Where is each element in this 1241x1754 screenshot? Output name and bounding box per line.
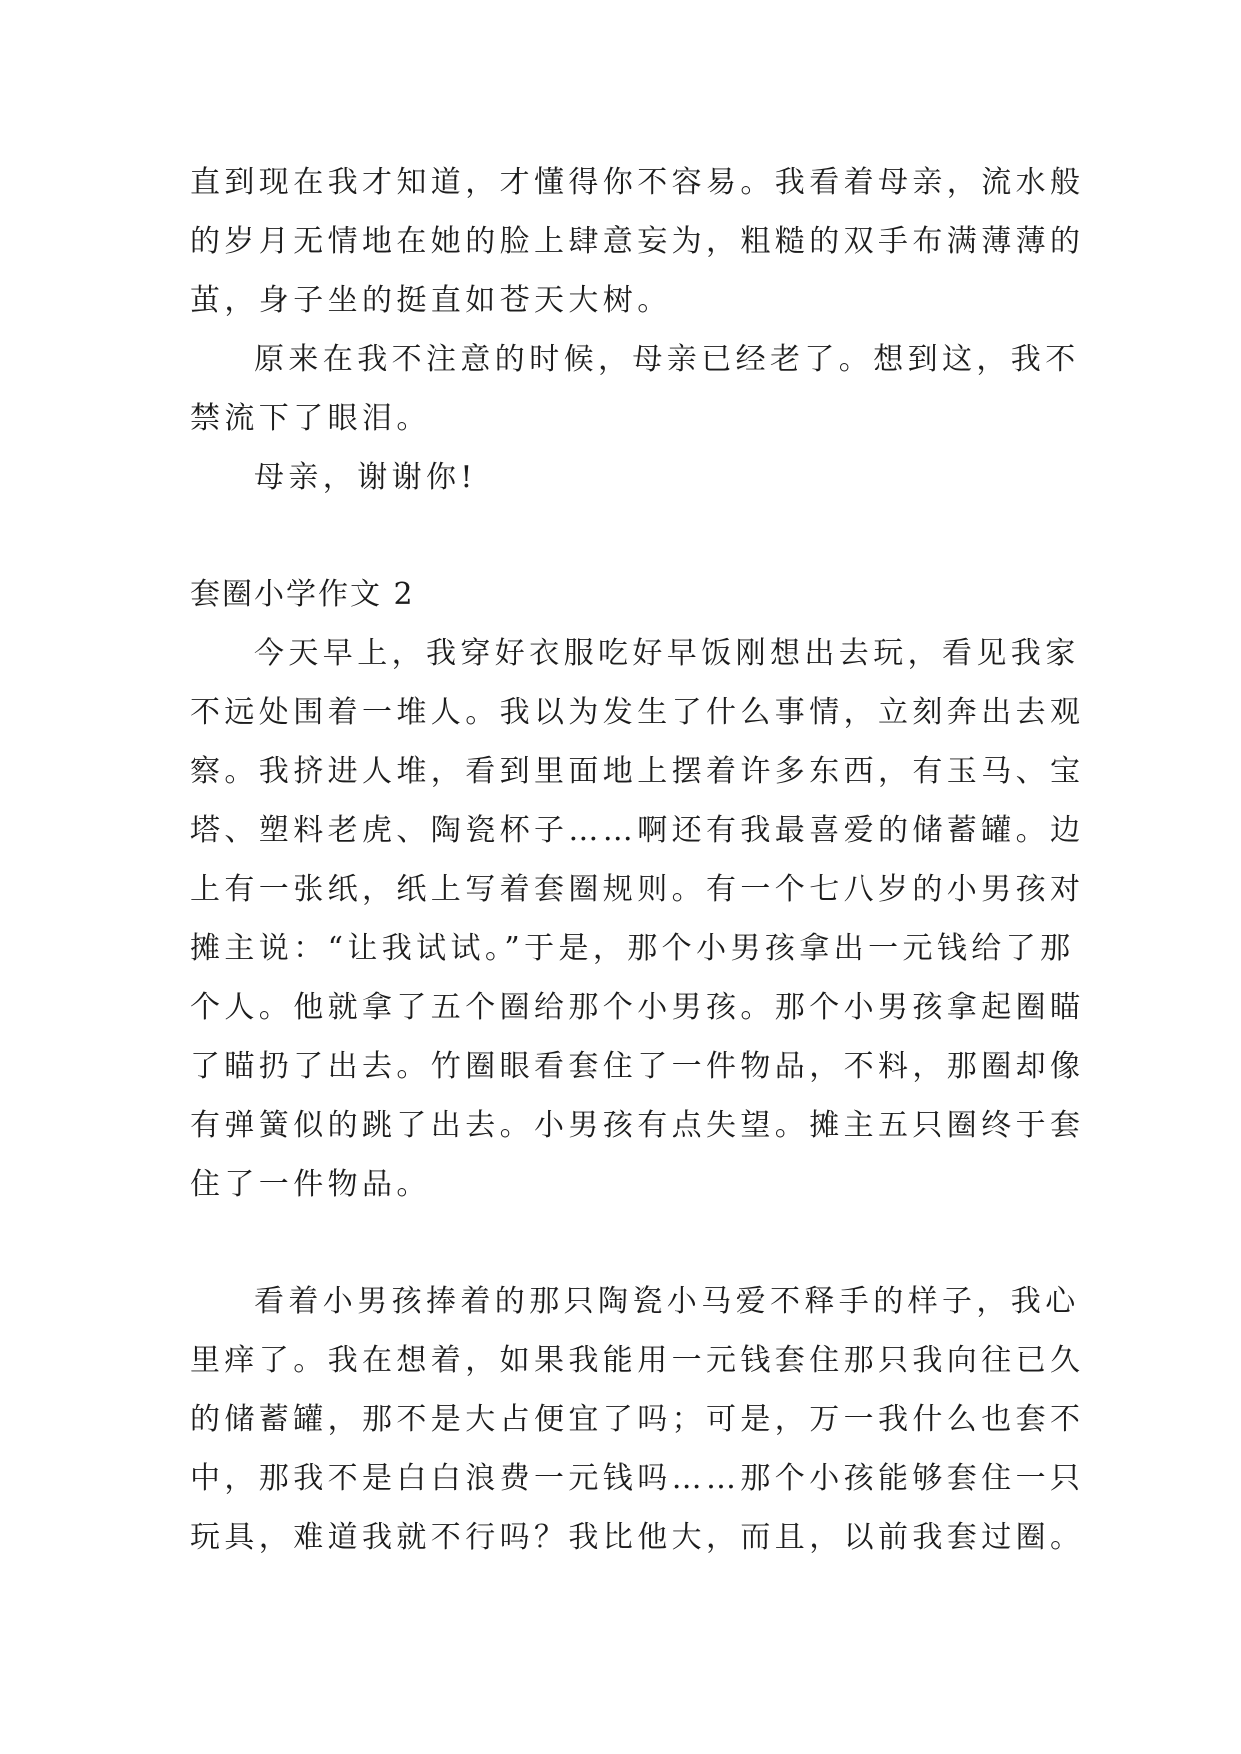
text-line: 了瞄扔了出去。竹圈眼看套住了一件物品，不料，那圈却像: [190, 1049, 1085, 1084]
text-line: 看着小男孩捧着的那只陶瓷小马爱不释手的样子，我心: [254, 1284, 1080, 1319]
section-title: 套圈小学作文 2: [190, 577, 415, 612]
text-line: 禁流下了眼泪。: [190, 401, 431, 436]
text-line: 上有一张纸，纸上写着套圈规则。有一个七八岁的小男孩对: [190, 872, 1085, 907]
text-line: 玩具，难道我就不行吗？我比他大，而且，以前我套过圈。: [190, 1520, 1085, 1555]
text-line: 的储蓄罐，那不是大占便宜了吗；可是，万一我什么也套不: [190, 1402, 1085, 1437]
text-line: 直到现在我才知道，才懂得你不容易。我看着母亲，流水般: [190, 165, 1085, 200]
text-line: 母亲，谢谢你!: [254, 460, 477, 495]
text-line: 不远处围着一堆人。我以为发生了什么事情，立刻奔出去观: [190, 695, 1085, 730]
text-line: 摊主说：“让我试试。”于是，那个小男孩拿出一元钱给了那: [190, 931, 1075, 966]
text-line: 今天早上，我穿好衣服吃好早饭刚想出去玩，看见我家: [254, 636, 1080, 671]
text-line: 中，那我不是白白浪费一元钱吗……那个小孩能够套住一只: [190, 1461, 1085, 1496]
text-line: 原来在我不注意的时候，母亲已经老了。想到这，我不: [254, 342, 1080, 377]
text-line: 个人。他就拿了五个圈给那个小男孩。那个小男孩拿起圈瞄: [190, 990, 1085, 1025]
text-line: 有弹簧似的跳了出去。小男孩有点失望。摊主五只圈终于套: [190, 1108, 1085, 1143]
text-line: 里痒了。我在想着，如果我能用一元钱套住那只我向往已久: [190, 1343, 1085, 1378]
text-line: 的岁月无情地在她的脸上肆意妄为，粗糙的双手布满薄薄的: [190, 224, 1085, 259]
text-line: 察。我挤进人堆，看到里面地上摆着许多东西，有玉马、宝: [190, 754, 1085, 789]
text-line: 塔、塑料老虎、陶瓷杯子……啊还有我最喜爱的储蓄罐。边: [190, 813, 1085, 848]
text-line: 住了一件物品。: [190, 1167, 431, 1202]
text-line: 茧，身子坐的挺直如苍天大树。: [190, 283, 672, 318]
